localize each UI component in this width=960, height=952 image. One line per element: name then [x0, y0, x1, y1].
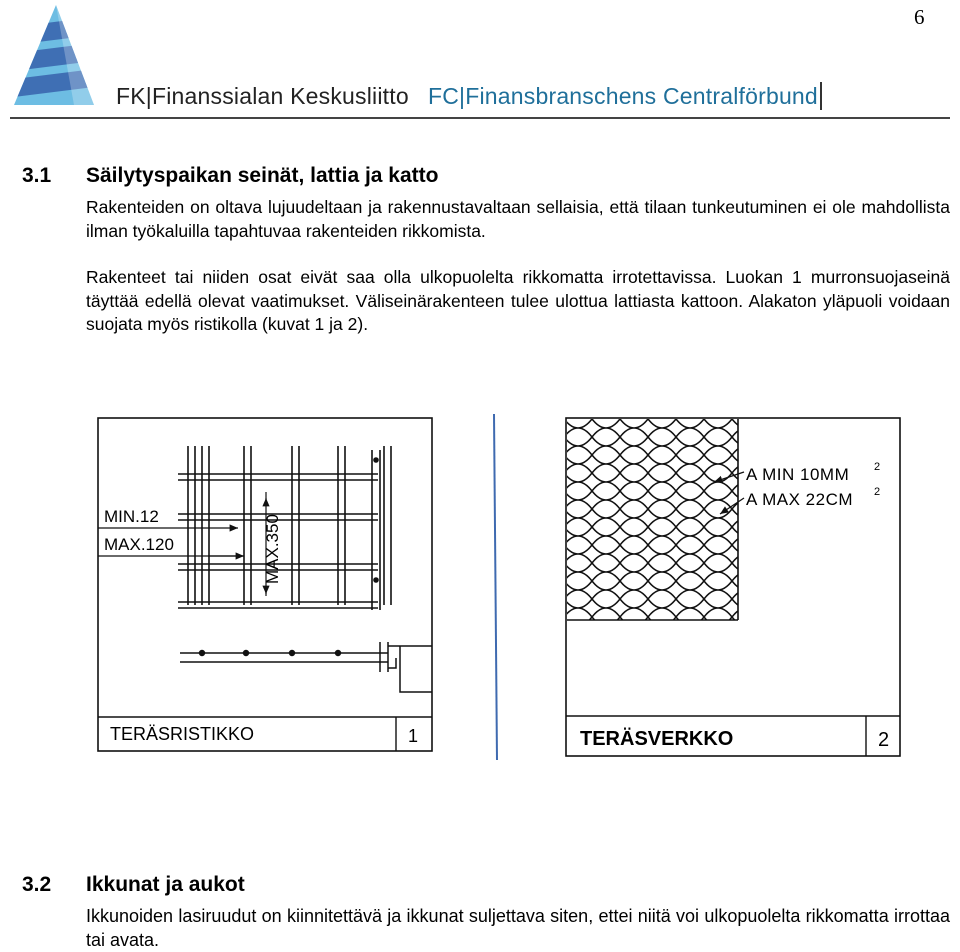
org-name-fi: FK|Finanssialan Keskusliitto — [116, 83, 409, 109]
header-rule — [10, 117, 950, 119]
dimension-vertical: MAX.350 — [263, 514, 282, 584]
figure-steel-grille — [98, 418, 432, 751]
figure-1-number: 1 — [408, 726, 419, 746]
figure-steel-mesh — [566, 418, 900, 756]
mesh-pattern — [567, 419, 738, 620]
fk-logo — [14, 5, 94, 109]
figure-2-number: 2 — [878, 729, 890, 751]
area-max-superscript: 2 — [874, 486, 881, 498]
org-name-sv: FC|Finansbranschens Centralförbund — [428, 83, 818, 109]
section-title: Säilytyspaikan seinät, lattia ja katto — [86, 164, 439, 187]
grille-section-view — [180, 642, 432, 692]
section-number: 3.1 — [22, 164, 52, 187]
section-paragraph: Rakenteiden on oltava lujuudeltaan ja rakennustavaltaan sellaisia, että tilaan tunkeutuminen ei ole mahdollista ilman työkaluilla tapahtuvaa rakenteiden rikkomista. — [86, 197, 950, 241]
section-number: 3.2 — [22, 873, 52, 896]
area-min-superscript: 2 — [874, 461, 881, 473]
page-number: 6 — [914, 5, 925, 29]
area-min-label: A MIN 10MM — [746, 465, 850, 484]
figure-1-caption: TERÄSRISTIKKO — [110, 724, 255, 744]
dimension-min: MIN.12 — [104, 507, 159, 526]
org-name-divider — [820, 82, 822, 110]
section-paragraph: Ikkunoiden lasiruudut on kiinnitettävä ja ikkunat suljettava siten, ettei niitä voi ulkopuolelta rikkomatta irrottaa tai avata. — [86, 906, 950, 950]
dimension-max: MAX.120 — [104, 535, 174, 554]
section-title: Ikkunat ja aukot — [86, 873, 245, 896]
figure-divider — [494, 414, 497, 760]
figures — [88, 410, 918, 770]
area-max-label: A MAX 22CM — [746, 490, 854, 509]
section-paragraph: Rakenteet tai niiden osat eivät saa olla ulkopuolelta rikkomatta irrotettavissa. Luokan 1 murronsuojaseinä täyttää edellä olevat vaatimukset. Väliseinärakenteen tulee ulottua lattiasta kattoon. Alakaton yläpuoli voidaan suojata myös ristikolla (kuvat 1 ja 2). — [86, 267, 950, 334]
figure-2-caption: TERÄSVERKKO — [580, 728, 734, 750]
organization-name — [116, 82, 824, 110]
